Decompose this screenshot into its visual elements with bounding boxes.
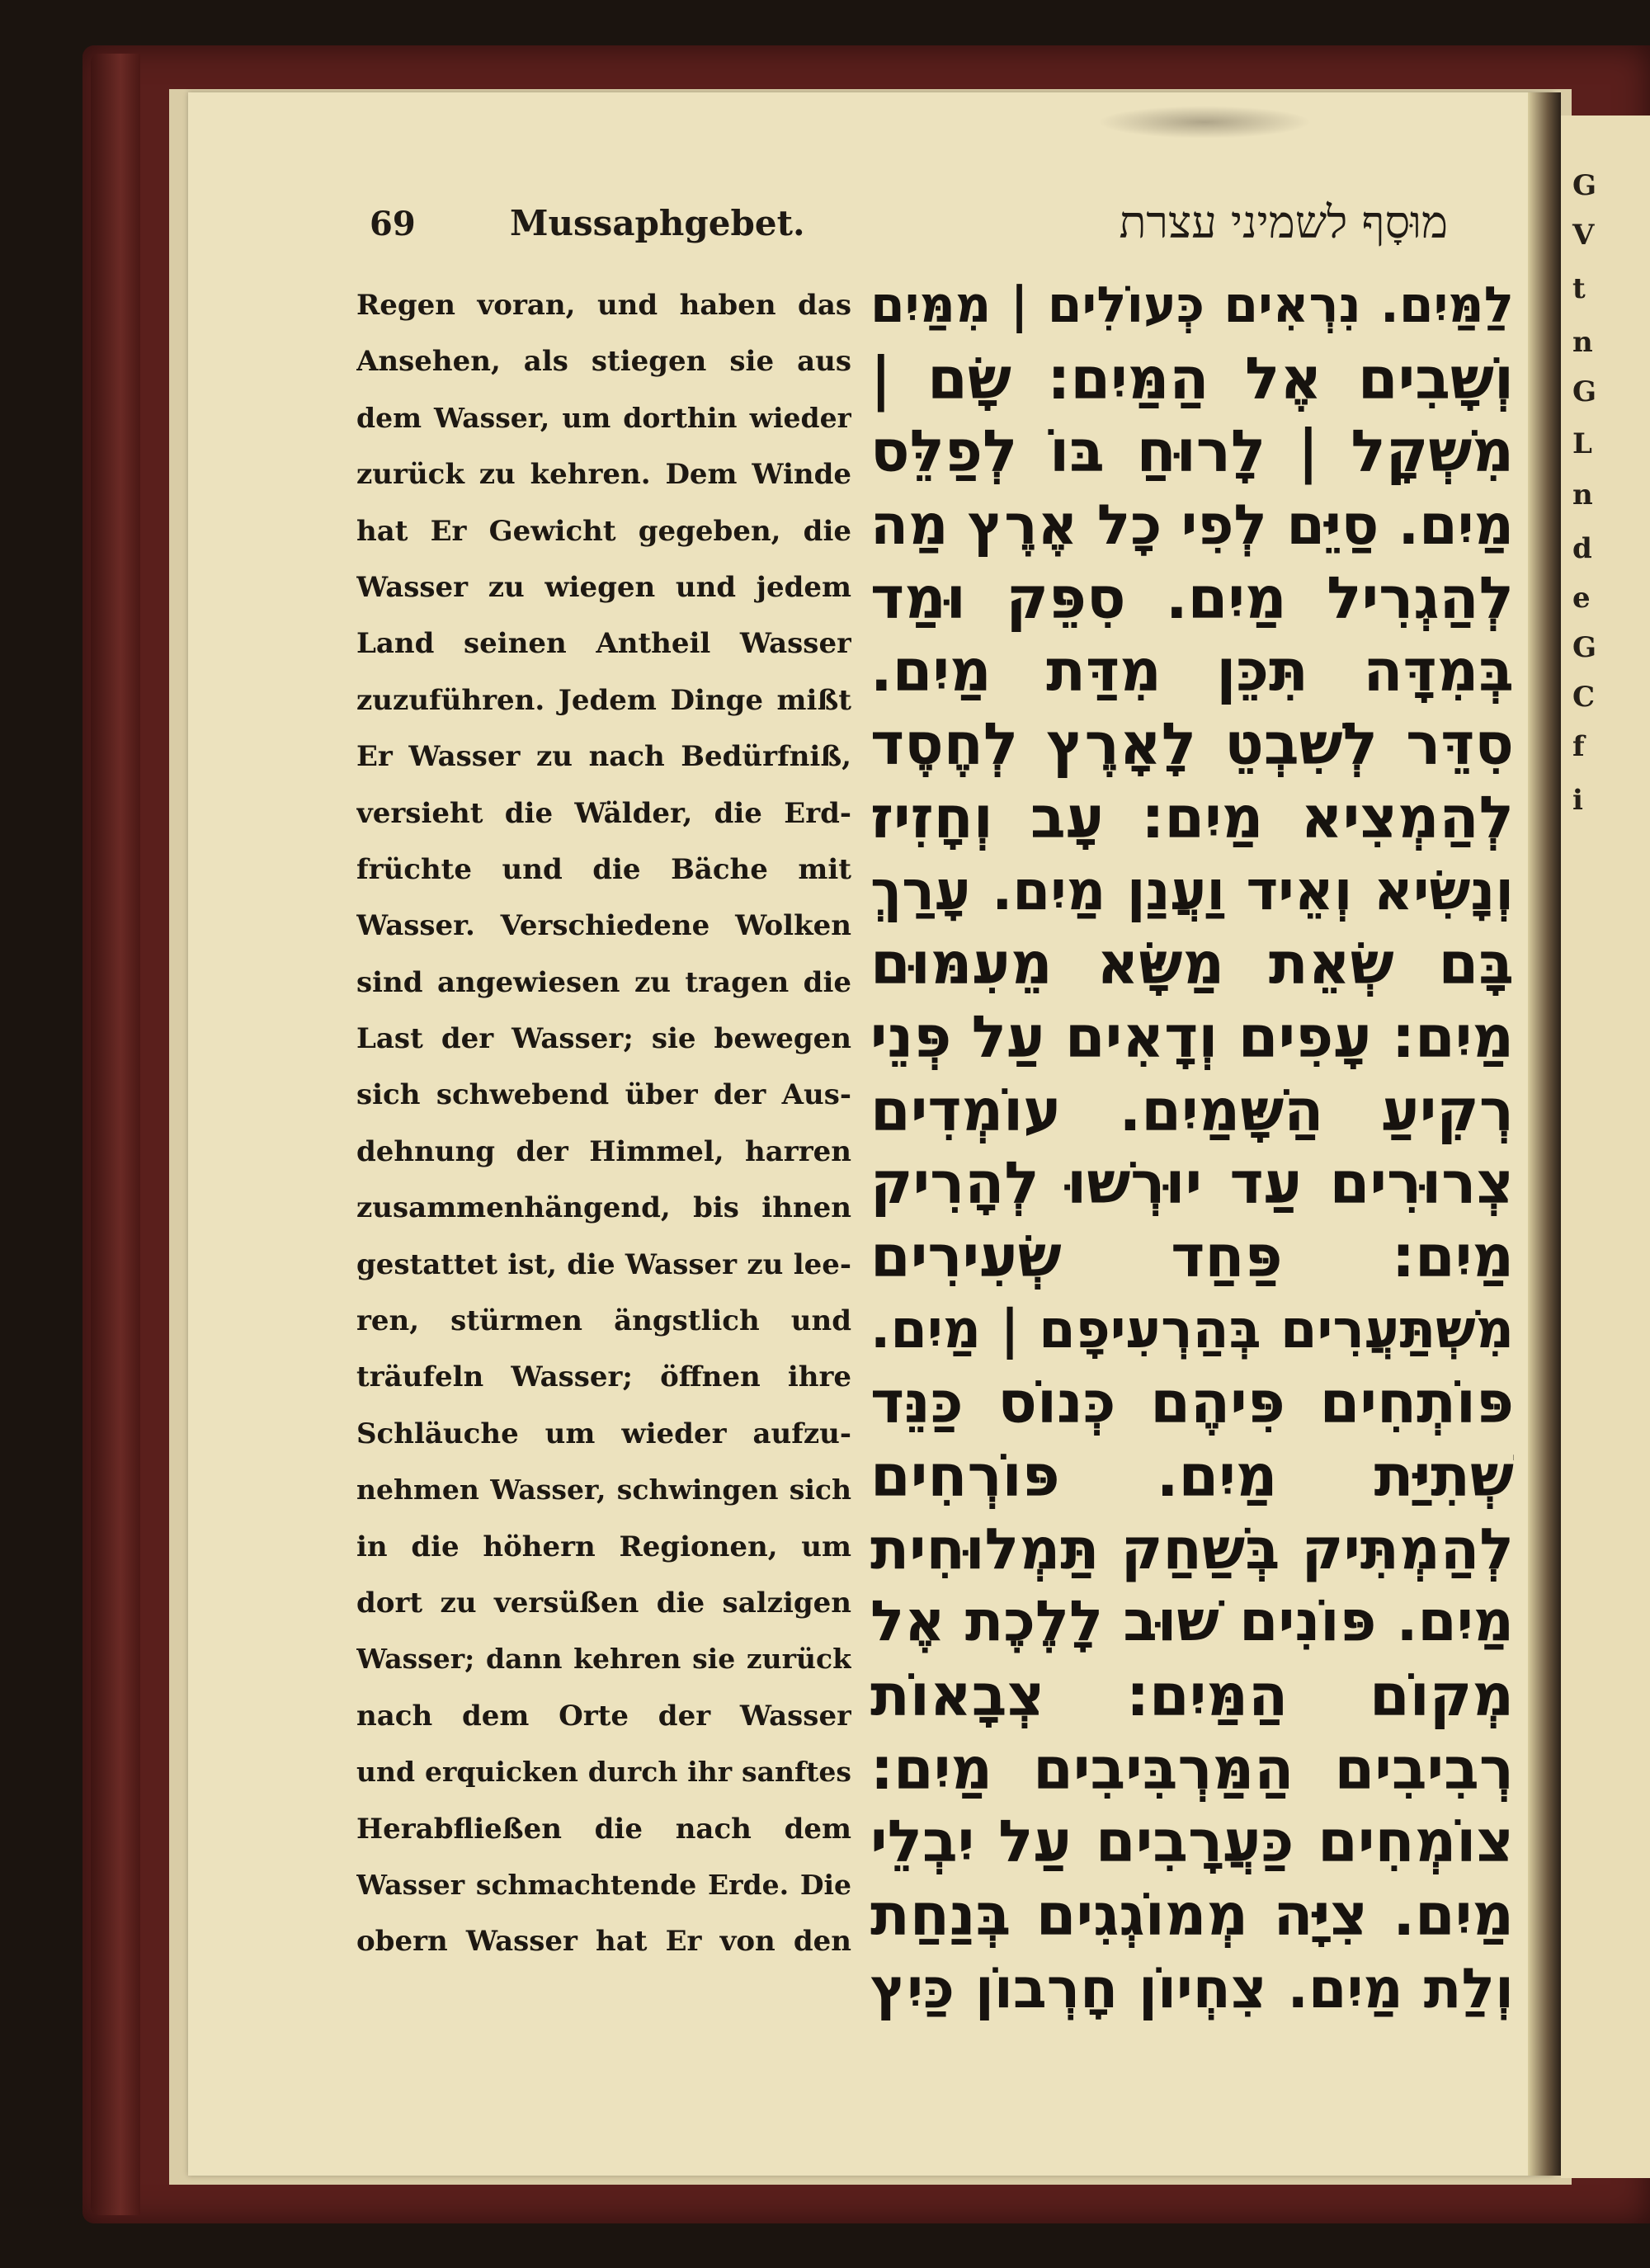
hebrew-text-line: וְלַת מַיִם. צִחְיוֹן חָרְבוֹן כַּיִץ (870, 1955, 1514, 2020)
german-text-line: sich schwebend über der Aus- (356, 1078, 851, 1112)
hebrew-text-line: מִשְׁתַּעֲרִים בְּהַרְעִיפָם | מַיִם. (870, 1299, 1514, 1360)
facing-page-fragment: t (1572, 272, 1586, 305)
hebrew-text-line: וְשָׁבִים אֶל הַמַּיִם: שָׂם | (870, 344, 1514, 413)
german-running-header: Mussaphgebet. (510, 203, 805, 243)
german-text-line: ren, stürmen ängstlich und (356, 1304, 851, 1338)
hebrew-text-line: שְׁתִיַּת מַיִם. פּוֹרְחִים (870, 1442, 1514, 1510)
facing-page-fragment: i (1572, 784, 1583, 817)
hebrew-text-line: וְנָשִׂיא וְאֵיד וַעֲנַן מַיִם. עָרַךְ (870, 858, 1514, 922)
hebrew-text-line: מִשְׁקָל | לָרוּחַ בּוֹ לְפַלֵּס (870, 417, 1514, 486)
facing-page-fragment: L (1572, 427, 1592, 460)
hebrew-text-line: צְרוּרִים עַד יוּרְשׁוּ לְהָרִיק (870, 1149, 1514, 1218)
german-text-line: sind angewiesen zu tragen die (356, 965, 851, 999)
hebrew-text-line: לְהַמְצִיא מַיִם: עָב וְחָזִיז (870, 783, 1514, 851)
german-text-line: träufeln Wasser; öffnen ihre (356, 1360, 851, 1394)
german-text-line: dem Wasser, um dorthin wieder (356, 401, 851, 434)
german-text-line: früchte und die Bäche mit (356, 852, 851, 886)
cover-spine-edge (91, 54, 140, 2215)
german-text-line: obern Wasser hat Er von den (356, 1925, 851, 1959)
facing-page-fragment: d (1572, 532, 1592, 565)
book-gutter (1528, 92, 1561, 2176)
german-text-line: Wasser schmachtende Erde. Die (356, 1868, 851, 1901)
facing-page-edge (1561, 116, 1650, 2178)
facing-page-fragment: G (1572, 169, 1597, 202)
hebrew-text-line: רְבִיבִים הַמַּרְבִּיבִים מַיִם: (870, 1734, 1514, 1803)
page-number: 69 (370, 205, 416, 243)
german-text-line: zurück zu kehren. Dem Winde (356, 458, 851, 492)
german-text-line: gestattet ist, die Wasser zu lee- (356, 1247, 851, 1281)
german-text-line: Schläuche um wieder aufzu- (356, 1417, 851, 1450)
hebrew-text-line: רְקִיעַ הַשָּׁמַיִם. עוֹמְדִים (870, 1076, 1514, 1144)
hebrew-text-line: מַיִם. פּוֹנִים שׁוּב לָלֶכֶת אֶל (870, 1589, 1514, 1655)
hebrew-text-line: מְקוֹם הַמַּיִם: צְבָאוֹת (870, 1662, 1514, 1730)
hebrew-text-line: מַיִם: פַּחַד שְׂעִירִים (870, 1222, 1514, 1290)
german-text-line: Wasser; dann kehren sie zurück (356, 1643, 851, 1676)
german-translation-column (356, 277, 851, 1970)
hebrew-running-header: מוּסָף לשמיני עצרת (1119, 196, 1448, 248)
german-text-line: dort zu versüßen die salzigen (356, 1586, 851, 1620)
german-text-line: Wasser zu wiegen und jedem (356, 570, 851, 604)
german-text-line: Er Wasser zu nach Bedürfniß, (356, 740, 851, 774)
facing-page-fragment: G (1572, 375, 1597, 408)
facing-page-fragment: f (1572, 730, 1585, 763)
hebrew-text-line: מַיִם. סַיֵּם לְפִי כָל אֶרֶץ מַה (870, 493, 1514, 558)
german-text-line: zuzuführen. Jedem Dinge mißt (356, 683, 851, 717)
facing-page-fragment: n (1572, 479, 1593, 512)
facing-page-fragment: e (1572, 582, 1591, 615)
german-text-line: Ansehen, als stiegen sie aus (356, 345, 851, 379)
hebrew-text-line: סִדֵּר לְשִׁבְטֵ לָאָרֶץ לְחֶסֶד (870, 710, 1514, 779)
hebrew-text-line: צוֹמְחִים כַּעֲרָבִים עַל יִבְלֵי (870, 1808, 1514, 1876)
german-text-line: dehnung der Himmel, harren (356, 1134, 851, 1168)
hebrew-text-line: מַיִם. צִיָּה מְמוֹגְגִים בְּנַחַת (870, 1881, 1514, 1950)
german-text-line: Herabfließen die nach dem (356, 1812, 851, 1846)
hebrew-text-line: לְהַגְרִיל מַיִם. סִפֵּק וּמַד (870, 563, 1514, 632)
facing-page-fragment: G (1572, 631, 1597, 664)
german-text-line: Last der Wasser; sie bewegen (356, 1022, 851, 1056)
hebrew-text-line: לְהַמְתִּיק בְּשַׁחַק תַּמְלוּחִית (870, 1516, 1514, 1582)
facing-page-fragment: V (1572, 219, 1595, 252)
hebrew-text-line: לַמַּיִם. נִרְאִים כְּעוֹלִים | מִמַּיִם (870, 276, 1514, 334)
german-text-line: zusammenhängend, bis ihnen (356, 1191, 851, 1225)
german-text-line: nach dem Orte der Wasser (356, 1699, 851, 1733)
hebrew-text-line: פּוֹתְחִים פִּיהֶם כְּנוֹס כַּנֵּד (870, 1369, 1514, 1437)
hebrew-text-column (870, 269, 1514, 2025)
facing-page-fragment: C (1572, 681, 1596, 714)
german-text-line: in die höhern Regionen, um (356, 1530, 851, 1563)
hebrew-text-line: בְּמִדָּה תִּכֵּן מִדַּת מַיִם. (870, 637, 1514, 705)
hebrew-text-line: בָּם שְׂאֵת מַשָּׂא מֵעִמּוּם (870, 930, 1514, 998)
german-text-line: Land seinen Antheil Wasser (356, 627, 851, 661)
german-text-line: versieht die Wälder, die Erd- (356, 796, 851, 830)
german-text-line: hat Er Gewicht gegeben, die (356, 514, 851, 548)
german-text-line: Wasser. Verschiedene Wolken (356, 909, 851, 943)
german-text-line: Regen voran, und haben das (356, 289, 851, 322)
hebrew-text-line: מַיִם: עָפִים וְדָאִים עַל פְּנֵי (870, 1002, 1514, 1071)
german-text-line: nehmen Wasser, schwingen sich (356, 1473, 851, 1506)
facing-page-fragment: n (1572, 326, 1593, 359)
german-text-line: und erquicken durch ihr sanftes (356, 1756, 851, 1789)
ink-smudge (1097, 106, 1312, 139)
